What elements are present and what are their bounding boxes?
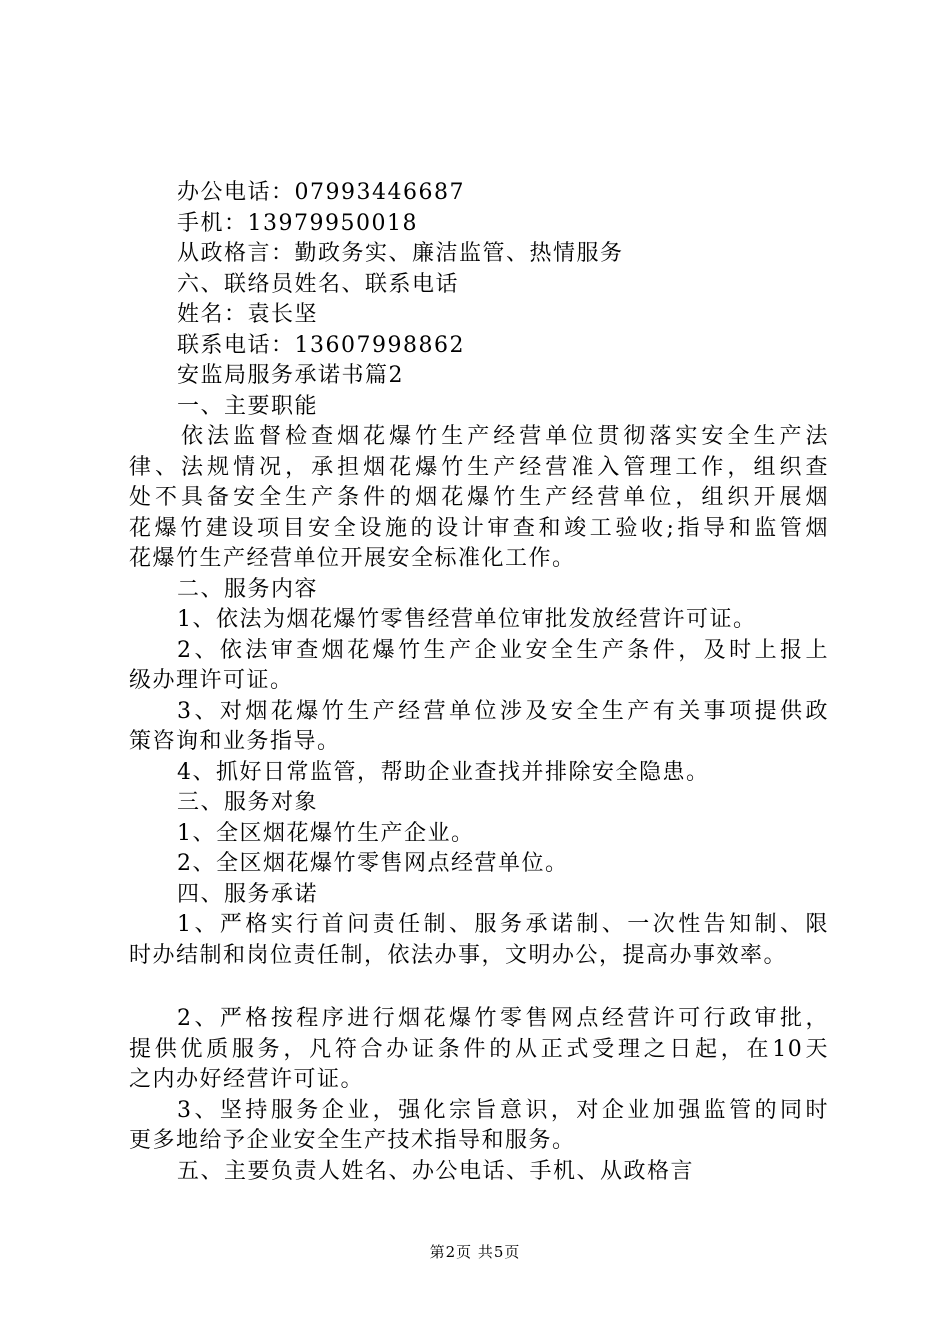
paragraph-line: 依法监督检查烟花爆竹生产经营单位贯彻落实安全生产法 <box>181 424 829 449</box>
paragraph-line: 花爆竹生产经营单位开展安全标准化工作。 <box>129 546 576 571</box>
liaison-name-line: 姓名：袁长坚 <box>177 302 319 327</box>
mobile-line: 手机：13979950018 <box>177 210 418 236</box>
article-title: 安监局服务承诺书篇2 <box>177 363 404 388</box>
service-item-2-cont: 级办理许可证。 <box>129 668 294 693</box>
section-6-heading: 六、联络员姓名、联系电话 <box>177 271 460 297</box>
pledge-item-2: 2、严格按程序进行烟花爆竹零售网点经营许可行政审批， <box>177 1006 829 1031</box>
motto-line: 从政格言：勤政务实、廉洁监管、热情服务 <box>177 241 624 266</box>
section-4-heading: 四、服务承诺 <box>177 881 319 907</box>
pledge-item-1-cont: 时办结制和岗位责任制，依法办事，文明办公，提高办事效率。 <box>129 942 788 968</box>
service-item-3: 3、对烟花爆竹生产经营单位涉及安全生产有关事项提供政 <box>177 698 829 724</box>
service-item-4: 4、抓好日常监管，帮助企业查找并排除安全隐患。 <box>177 759 710 785</box>
section-5-heading: 五、主要负责人姓名、办公电话、手机、从政格言 <box>177 1158 695 1184</box>
service-item-3-cont: 策咨询和业务指导。 <box>129 729 341 754</box>
pledge-item-1: 1、严格实行首问责任制、服务承诺制、一次性告知制、限 <box>177 912 829 937</box>
section-2-heading: 二、服务内容 <box>177 576 319 602</box>
liaison-phone-line: 联系电话：13607998862 <box>177 332 465 358</box>
pledge-item-3: 3、坚持服务企业，强化宗旨意识，对企业加强监管的同时 <box>177 1097 829 1123</box>
pledge-item-2-end: 之内办好经营许可证。 <box>129 1067 365 1092</box>
target-item-2: 2、全区烟花爆竹零售网点经营单位。 <box>177 851 569 876</box>
paragraph-line: 律、法规情况，承担烟花爆竹生产经营准入管理工作，组织查 <box>129 454 829 480</box>
pledge-item-3-cont: 更多地给予企业安全生产技术指导和服务。 <box>129 1128 576 1153</box>
paragraph-line: 花爆竹建设项目安全设施的设计审查和竣工验收;指导和监管烟 <box>129 515 829 541</box>
service-item-1: 1、依法为烟花爆竹零售经营单位审批发放经营许可证。 <box>177 607 757 632</box>
paragraph-line: 处不具备安全生产条件的烟花爆竹生产经营单位，组织开展烟 <box>129 485 829 510</box>
blank-line <box>129 971 829 1004</box>
section-1-heading: 一、主要职能 <box>177 393 319 419</box>
office-phone-line: 办公电话：07993446687 <box>177 180 465 205</box>
page-footer: 第2页 共5页 <box>429 1243 521 1261</box>
service-item-2: 2、依法审查烟花爆竹生产企业安全生产条件，及时上报上 <box>177 637 829 663</box>
document-body <box>129 178 829 1187</box>
pledge-item-2-cont: 提供优质服务，凡符合办证条件的从正式受理之日起，在10天 <box>129 1036 829 1062</box>
section-3-heading: 三、服务对象 <box>177 790 319 815</box>
target-item-1: 1、全区烟花爆竹生产企业。 <box>177 820 475 846</box>
